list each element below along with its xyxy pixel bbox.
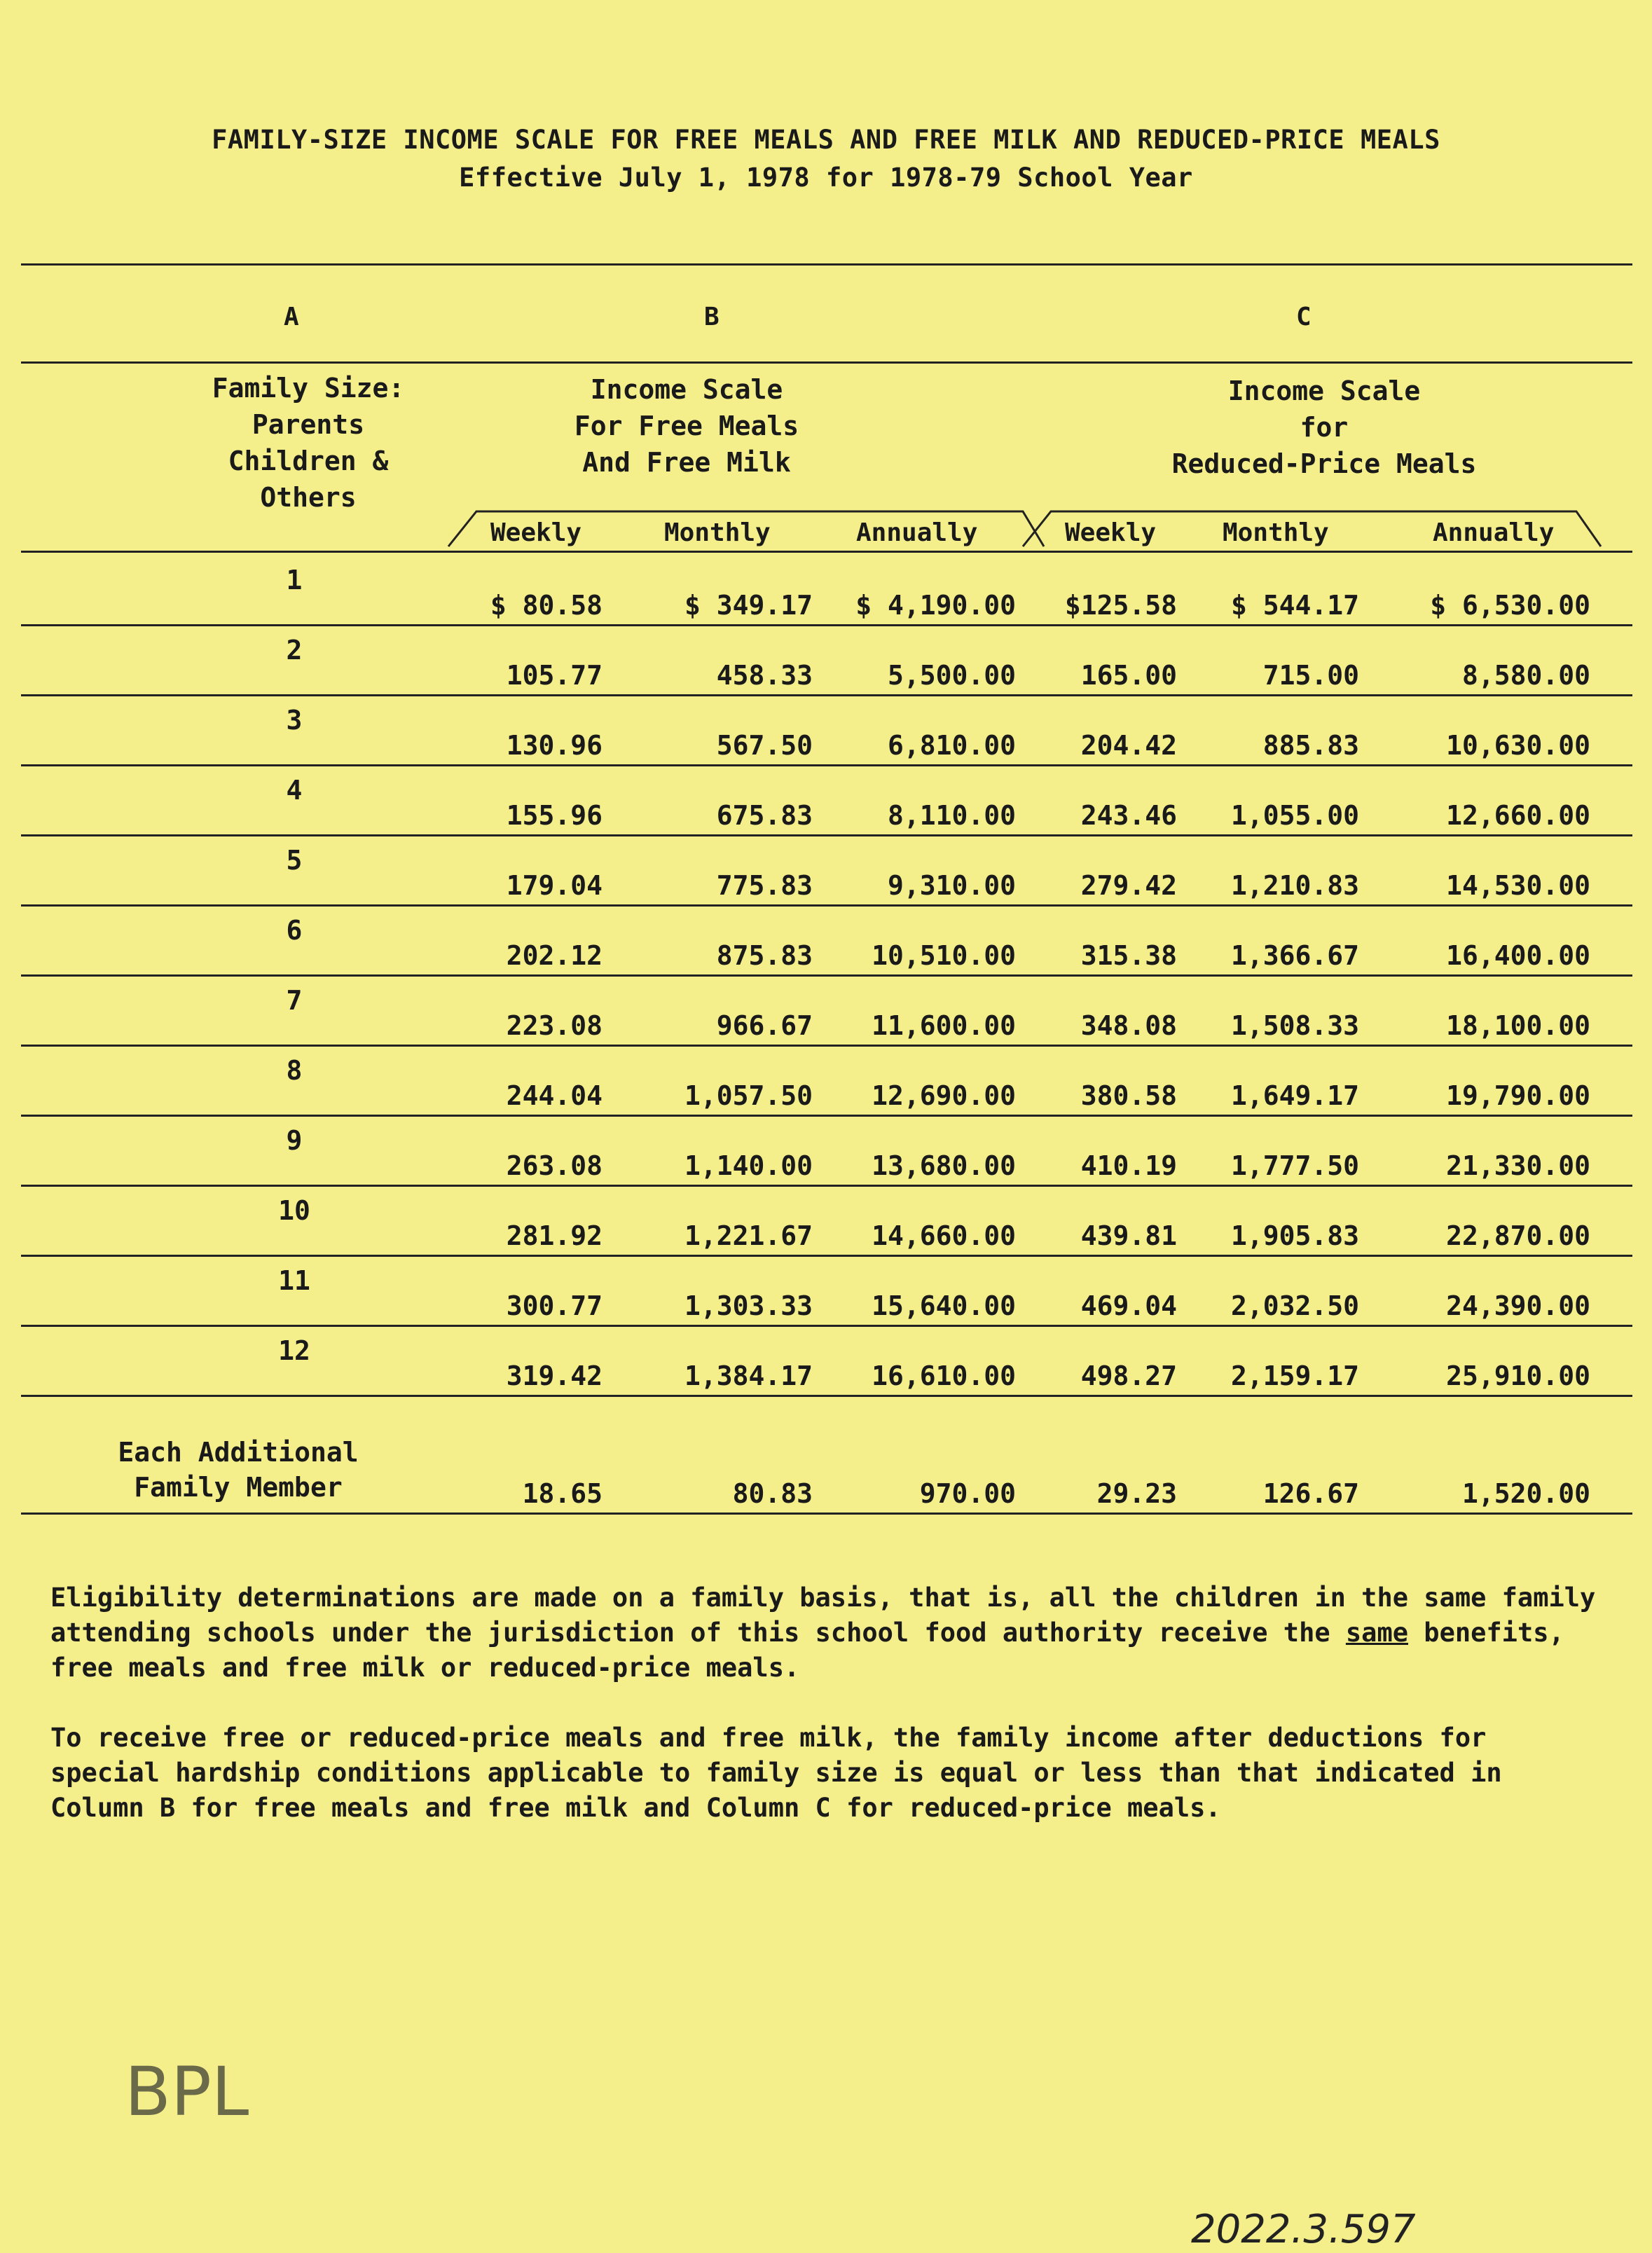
family-size-cell: 1 (286, 565, 303, 595)
eligibility-text: benefits, free meals and free milk or reduced-price meals. (50, 1618, 1564, 1683)
reduced-weekly-cell: 498.27 (1080, 1360, 1177, 1391)
reduced-annually-cell: 21,330.00 (1446, 1150, 1590, 1181)
reduced-monthly-cell: 1,649.17 (1230, 1080, 1359, 1111)
header-rule (21, 361, 1632, 364)
family-size-header-line: Others (260, 482, 357, 513)
free-annually-cell: 15,640.00 (872, 1290, 1016, 1321)
reduced-weekly-cell: 279.42 (1080, 870, 1177, 901)
family-size-cell: 9 (286, 1125, 303, 1156)
eligibility-emphasis: same (1345, 1618, 1409, 1648)
reduced-weekly-cell: 29.23 (1096, 1478, 1177, 1509)
row-rule (21, 904, 1632, 907)
reduced-price-header-line: for (1300, 412, 1349, 443)
row-rule (21, 1325, 1632, 1327)
table-row (0, 1119, 1652, 1187)
reduced-annually-cell: 1,520.00 (1461, 1478, 1590, 1509)
row-rule (21, 1513, 1632, 1515)
reduced-monthly-cell: 1,777.50 (1230, 1150, 1359, 1181)
free-weekly-cell: $ 80.58 (490, 590, 603, 621)
reduced-annually-cell: $ 6,530.00 (1430, 590, 1590, 621)
free-annually-cell: $ 4,190.00 (855, 590, 1016, 621)
free-weekly-cell: 263.08 (506, 1150, 603, 1181)
free-annually-cell: 10,510.00 (872, 940, 1016, 971)
reduced-monthly-cell: 715.00 (1262, 660, 1359, 691)
free-annually-cell: 9,310.00 (887, 870, 1016, 901)
reduced-annually-cell: 22,870.00 (1446, 1220, 1590, 1251)
document-subtitle: Effective July 1, 1978 for 1978-79 School Year (459, 163, 1193, 193)
accession-number: 2022.3.597 (1191, 2207, 1416, 2252)
family-size-cell: 8 (286, 1055, 303, 1086)
income-criteria-paragraph: To receive free or reduced-price meals and free milk, the family income after deductions for special hardship conditions applicable to family size is equal or less than that indicated in Column B for free meals and free milk and Column C for reduced-price meals. (50, 1723, 1502, 1823)
reduced-annually-cell: 25,910.00 (1446, 1360, 1590, 1391)
row-rule (21, 1115, 1632, 1117)
free-monthly-cell: 1,057.50 (684, 1080, 813, 1111)
row-rule (21, 624, 1632, 626)
table-row (0, 1049, 1652, 1117)
free-monthly-cell: 675.83 (716, 800, 813, 831)
row-rule (21, 1045, 1632, 1047)
row-rule (21, 1395, 1632, 1397)
free-monthly-cell: 1,303.33 (684, 1290, 813, 1321)
free-meals-header (546, 371, 827, 481)
reduced-annually-cell: 8,580.00 (1461, 660, 1590, 691)
row-rule (21, 1185, 1632, 1187)
free-meals-header-line: Income Scale (590, 374, 783, 405)
subheader-reduced-weekly: Weekly (1065, 518, 1157, 547)
reduced-price-header (1149, 373, 1499, 482)
reduced-monthly-cell: 1,508.33 (1230, 1010, 1359, 1041)
reduced-price-header-line: Income Scale (1227, 376, 1421, 406)
table-row (0, 769, 1652, 836)
table-row (0, 979, 1652, 1047)
subheader-reduced-monthly: Monthly (1223, 518, 1329, 547)
free-monthly-cell: 567.50 (716, 730, 813, 761)
row-rule (21, 834, 1632, 836)
reduced-price-header-line: Reduced-Price Meals (1171, 448, 1477, 479)
reduced-monthly-cell: 1,055.00 (1230, 800, 1359, 831)
top-rule (21, 263, 1632, 266)
family-size-cell: 5 (286, 845, 303, 876)
reduced-weekly-cell: 410.19 (1080, 1150, 1177, 1181)
free-monthly-cell: $ 349.17 (684, 590, 813, 621)
free-annually-cell: 970.00 (919, 1478, 1016, 1509)
reduced-weekly-cell: 243.46 (1080, 800, 1177, 831)
row-rule (21, 974, 1632, 977)
family-size-cell: 12 (278, 1335, 310, 1366)
table-row (0, 629, 1652, 696)
column-letter-a: A (284, 303, 299, 331)
free-annually-cell: 11,600.00 (872, 1010, 1016, 1041)
row-rule (21, 694, 1632, 696)
reduced-weekly-cell: 439.81 (1080, 1220, 1177, 1251)
reduced-annually-cell: 10,630.00 (1446, 730, 1590, 761)
subheader-free-weekly: Weekly (490, 518, 582, 547)
free-annually-cell: 12,690.00 (872, 1080, 1016, 1111)
free-annually-cell: 14,660.00 (872, 1220, 1016, 1251)
free-monthly-cell: 875.83 (716, 940, 813, 971)
table-row (0, 699, 1652, 766)
document-title: FAMILY-SIZE INCOME SCALE FOR FREE MEALS AND FREE MILK AND REDUCED-PRICE MEALS (212, 125, 1440, 155)
reduced-weekly-cell: 204.42 (1080, 730, 1177, 761)
row-rule (21, 764, 1632, 766)
free-annually-cell: 5,500.00 (887, 660, 1016, 691)
subheader-reduced-annually: Annually (1433, 518, 1555, 547)
reduced-monthly-cell: 885.83 (1262, 730, 1359, 761)
free-monthly-cell: 775.83 (716, 870, 813, 901)
reduced-weekly-cell: 469.04 (1080, 1290, 1177, 1321)
reduced-monthly-cell: 126.67 (1262, 1478, 1359, 1509)
reduced-weekly-cell: $125.58 (1064, 590, 1177, 621)
column-letter-c: C (1296, 303, 1312, 331)
reduced-weekly-cell: 315.38 (1080, 940, 1177, 971)
reduced-monthly-cell: $ 544.17 (1230, 590, 1359, 621)
table-row (0, 1260, 1652, 1327)
reduced-monthly-cell: 2,159.17 (1230, 1360, 1359, 1391)
reduced-annually-cell: 14,530.00 (1446, 870, 1590, 901)
free-weekly-cell: 281.92 (506, 1220, 603, 1251)
free-weekly-cell: 105.77 (506, 660, 603, 691)
subheader-free-monthly: Monthly (664, 518, 771, 547)
family-size-cell: 3 (286, 705, 303, 736)
reduced-annually-cell: 18,100.00 (1446, 1010, 1590, 1041)
family-size-cell: 2 (286, 635, 303, 666)
family-size-cell: 7 (286, 985, 303, 1016)
family-size-cell: 11 (278, 1265, 310, 1296)
column-letter-b: B (704, 303, 720, 331)
free-monthly-cell: 1,221.67 (684, 1220, 813, 1251)
table-row (0, 559, 1652, 626)
free-monthly-cell: 80.83 (732, 1478, 813, 1509)
table-row (0, 909, 1652, 977)
free-weekly-cell: 202.12 (506, 940, 603, 971)
family-size-header (182, 370, 434, 516)
free-weekly-cell: 18.65 (522, 1478, 603, 1509)
free-monthly-cell: 1,140.00 (684, 1150, 813, 1181)
reduced-weekly-cell: 380.58 (1080, 1080, 1177, 1111)
reduced-annually-cell: 24,390.00 (1446, 1290, 1590, 1321)
free-monthly-cell: 458.33 (716, 660, 813, 691)
free-monthly-cell: 966.67 (716, 1010, 813, 1041)
family-size-header-line: Family Size: (212, 373, 405, 404)
reduced-annually-cell: 16,400.00 (1446, 940, 1590, 971)
free-weekly-cell: 155.96 (506, 800, 603, 831)
reduced-monthly-cell: 1,210.83 (1230, 870, 1359, 901)
reduced-weekly-cell: 165.00 (1080, 660, 1177, 691)
eligibility-text: Eligibility determinations are made on a family basis, that is, all the children in the same family attending schools under the jurisdiction of this school food authority receive the (50, 1583, 1596, 1648)
family-size-header-line: Parents (252, 409, 365, 440)
additional-member-label-line: Family Member (134, 1472, 343, 1503)
free-meals-header-line: For Free Meals (574, 411, 799, 441)
reduced-weekly-cell: 348.08 (1080, 1010, 1177, 1041)
library-watermark: BPL (125, 2053, 249, 2131)
reduced-monthly-cell: 2,032.50 (1230, 1290, 1359, 1321)
free-weekly-cell: 319.42 (506, 1360, 603, 1391)
reduced-annually-cell: 12,660.00 (1446, 800, 1590, 831)
reduced-monthly-cell: 1,905.83 (1230, 1220, 1359, 1251)
eligibility-paragraph (50, 1580, 1606, 1686)
free-annually-cell: 6,810.00 (887, 730, 1016, 761)
family-size-cell: 10 (278, 1195, 310, 1226)
free-annually-cell: 16,610.00 (872, 1360, 1016, 1391)
table-row (0, 1190, 1652, 1257)
free-annually-cell: 8,110.00 (887, 800, 1016, 831)
free-weekly-cell: 300.77 (506, 1290, 603, 1321)
family-size-cell: 6 (286, 915, 303, 946)
family-size-header-line: Children & (228, 446, 389, 476)
free-annually-cell: 13,680.00 (872, 1150, 1016, 1181)
family-size-cell: 4 (286, 775, 303, 806)
table-row (0, 1330, 1652, 1397)
subheader-rule (21, 551, 1632, 553)
free-monthly-cell: 1,384.17 (684, 1360, 813, 1391)
reduced-annually-cell: 19,790.00 (1446, 1080, 1590, 1111)
free-weekly-cell: 179.04 (506, 870, 603, 901)
free-weekly-cell: 223.08 (506, 1010, 603, 1041)
free-meals-header-line: And Free Milk (582, 447, 791, 478)
free-weekly-cell: 244.04 (506, 1080, 603, 1111)
reduced-monthly-cell: 1,366.67 (1230, 940, 1359, 971)
table-row-additional (0, 1447, 1652, 1515)
table-row (0, 839, 1652, 907)
row-rule (21, 1255, 1632, 1257)
additional-member-label-line: Each Additional (118, 1437, 359, 1468)
subheader-free-annually: Annually (856, 518, 978, 547)
free-weekly-cell: 130.96 (506, 730, 603, 761)
